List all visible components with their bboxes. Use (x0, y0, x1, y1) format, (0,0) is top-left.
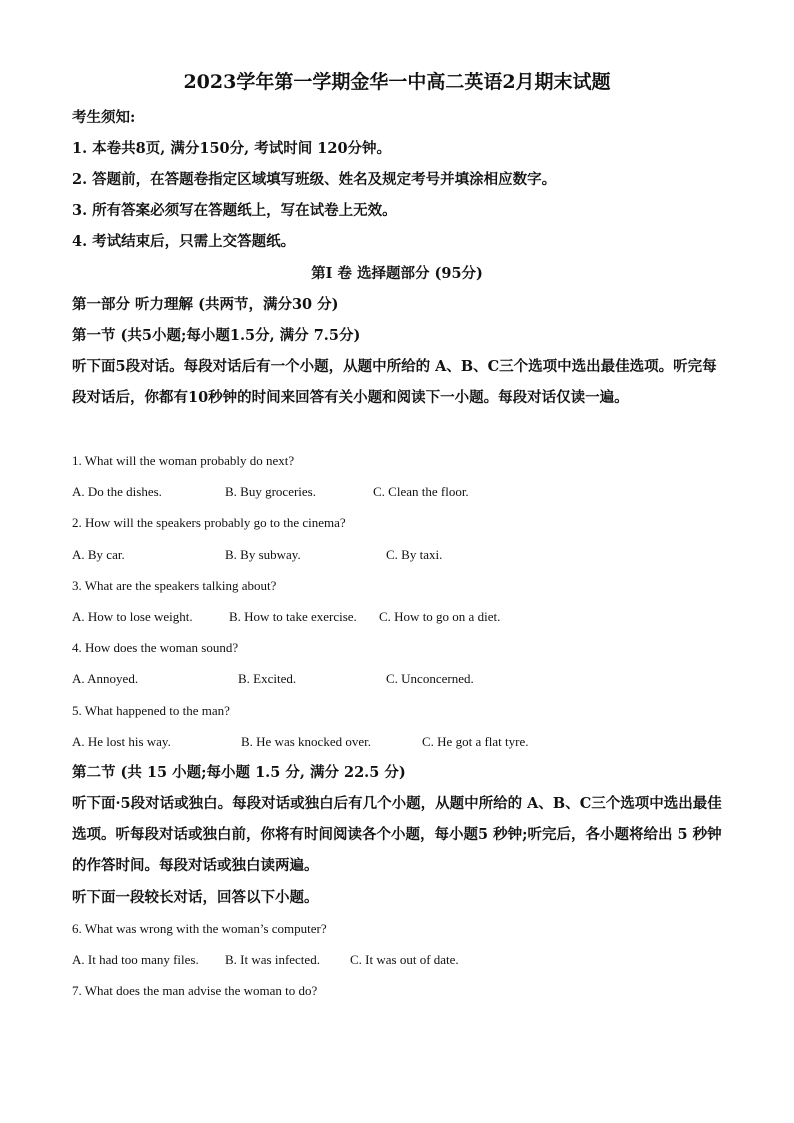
subsection-heading: 第一节 (共5小题;每小题1.5分, 满分 7.5分) (72, 327, 361, 344)
option-c: C. It was out of date. (350, 952, 459, 967)
option-b: B. It was infected. (225, 952, 320, 967)
option-a: A. It had too many files. (72, 952, 199, 967)
notice-heading: 考生须知: (72, 109, 136, 126)
option-b: B. He was knocked over. (241, 734, 371, 749)
option-c: C. How to go on a diet. (379, 609, 501, 624)
option-a: A. He lost his way. (72, 734, 171, 749)
question-text: 2. How will the speakers probably go to the cinema? (72, 515, 346, 530)
exam-title: 2023学年第一学期金华一中高二英语2月期末试题 (183, 71, 611, 93)
notice-item: 2. 答题前，在答题卷指定区域填写班级、姓名及规定考号并填涂相应数字。 (72, 171, 557, 188)
question-text: 4. How does the woman sound? (72, 640, 239, 655)
instructions-paragraph: 听下面5段对话。每段对话后有一个小题，从题中所给的 A、B、C三个选项中选出最佳选项。听完每段对话后，你都有10秒钟的时间来回答有关小题和阅读下一小题。每段对话仅读一遍。 (72, 358, 717, 406)
option-a: A. How to lose weight. (72, 609, 193, 624)
notice-item: 1. 本卷共8页, 满分150分, 考试时间 120分钟。 (72, 140, 392, 157)
option-a: A. By car. (72, 547, 125, 562)
option-a: A. Do the dishes. (72, 484, 162, 499)
question-text: 6. What was wrong with the woman’s computer? (72, 921, 327, 936)
option-b: B. By subway. (225, 547, 301, 562)
question-text: 3. What are the speakers talking about? (72, 578, 277, 593)
option-b: B. Excited. (238, 671, 297, 686)
option-b: B. Buy groceries. (225, 484, 316, 499)
instructions-paragraph: 听下面·5段对话或独白。每段对话或独白后有几个小题，从题中所给的 A、B、C三个选项中选出最佳选项。听每段对话或独白前，你将有时间阅读各个小题，每小题5 秒钟;听完后，各小题将给出 5 秒钟的作答时间。每段对话或独白读两遍。 (72, 795, 722, 874)
subsection-heading: 第二节 (共 15 小题;每小题 1.5 分, 满分 22.5 分) (72, 764, 406, 781)
question-text: 5. What happened to the man? (72, 703, 230, 718)
question-text: 1. What will the woman probably do next? (72, 453, 295, 468)
option-b: B. How to take exercise. (229, 609, 357, 624)
notice-item: 3. 所有答案必须写在答题纸上，写在试卷上无效。 (72, 202, 397, 219)
option-c: C. Unconcerned. (386, 671, 474, 686)
notice-item: 4. 考试结束后，只需上交答题纸。 (72, 233, 296, 250)
section-heading: 第一部分 听力理解 (共两节，满分30 分) (72, 296, 339, 313)
option-c: C. By taxi. (386, 547, 443, 562)
dialogue-lead: 听下面一段较长对话，回答以下小题。 (72, 889, 319, 906)
option-c: C. He got a flat tyre. (422, 734, 529, 749)
option-c: C. Clean the floor. (373, 484, 469, 499)
part-heading: 第Ⅰ 卷 选择题部分 (95分) (311, 265, 483, 282)
question-text: 7. What does the man advise the woman to do? (72, 983, 318, 998)
option-a: A. Annoyed. (72, 671, 139, 686)
